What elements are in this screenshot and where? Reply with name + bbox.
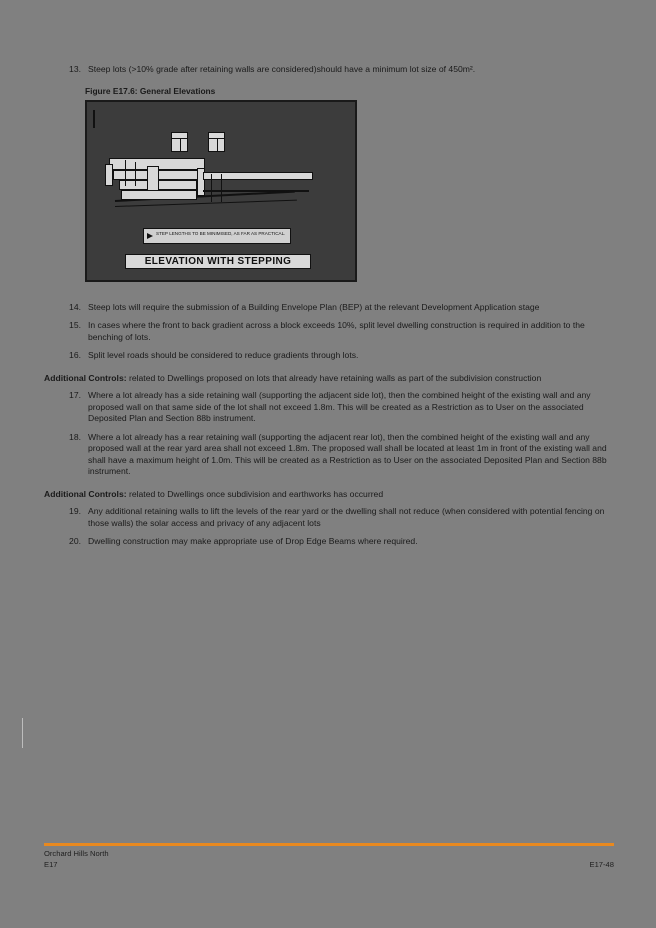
list-item-number: 14. [69,301,81,312]
footer-document-title: Orchard Hills North [44,849,109,858]
additional-controls-heading-2 [44,489,614,501]
list-item-number: 13. [69,64,81,74]
list-item [64,432,614,478]
list-item-text: Dwelling construction may make appropriate use of Drop Edge Beams where required. [88,536,418,546]
dimension-tick [221,174,222,202]
list-item [64,302,614,314]
additional-controls-label: Additional Controls: [44,488,127,499]
list-item [64,320,614,343]
footer-divider [44,843,614,846]
list-item-number: 16. [69,350,81,360]
figure-note-text: STEP LENGTHS TO BE MINIMISED, AS FAR AS PRACTICAL. [156,230,286,236]
platform-right [203,172,313,180]
house-symbol [171,132,188,152]
diagram-line [93,110,95,128]
list-item-text: Where a lot already has a rear retaining wall (supporting the adjacent rear lot), then the combined height of the existing wall and any proposed wall at the rear yard area shall not exceed 1.8m. The proposed wall shall be located at least 1m in front of the existing wall and shall have a maximum height of 1.0m. This will be created as a Restriction as to User on the associated Deposited Plan and Section 88b instrument. [88,431,607,476]
page-content [44,64,614,555]
list-item-text: Any additional retaining walls to lift the levels of the rear yard or the dwelling shall not reduce (when considered with potential fencing on those walls) the solar access and privacy of any adjacent lots [88,506,605,528]
wall-divider [217,138,218,151]
wall-divider [180,138,181,151]
figure-note [143,228,291,244]
list-item [64,506,614,529]
list-item-number: 18. [69,431,81,442]
list-item [64,390,614,425]
figure-elevation-label: ELEVATION WITH STEPPING [125,254,311,269]
house-symbol [208,132,225,152]
list-item [64,64,614,76]
list-item-text: Steep lots (>10% grade after retaining walls are considered)should have a minimum lot size of 450m². [88,64,476,74]
additional-controls-label: Additional Controls: [44,372,127,383]
figure-elevation-diagram [85,100,357,282]
footer-left [44,848,109,870]
additional-controls-text: related to Dwellings once subdivision and earthworks has occurred [126,488,384,499]
list-item-number: 17. [69,390,81,400]
list-item-number: 15. [69,320,81,330]
list-item-text: Steep lots will require the submission of a Building Envelope Plan (BEP) at the relevant Development Application stage [88,301,540,312]
figure-drawing [91,106,351,276]
dimension-tick [135,162,136,186]
list-item-text: Where a lot already has a side retaining wall (supporting the adjacent side lot), then the combined height of the existing wall and any proposed wall on that same side of the lot shall not exceed 1.8m. This will be created as a Restriction as to User on the associated Deposited Plan and Section 88b instrument. [88,390,591,423]
list-item-number: 19. [69,506,81,516]
footer-page-number: E17-48 [589,860,614,869]
list-item-number: 20. [69,536,81,546]
figure-caption: Figure E17.6: General Elevations [85,85,216,96]
terrace-lower [121,190,197,200]
retaining-wall-left [105,164,113,186]
dimension-tick [211,174,212,202]
list-item [64,350,614,362]
footer-section: E17 [44,860,58,869]
additional-controls-text: related to Dwellings proposed on lots that already have retaining walls as part of the subdivision construction [126,372,542,383]
list-item [64,536,614,548]
arrow-icon [147,233,153,239]
dimension-tick [125,160,126,186]
step-riser [147,166,159,192]
margin-rule [22,718,23,748]
list-item-text: Split level roads should be considered to reduce gradients through lots. [88,350,359,360]
list-item-text: In cases where the front to back gradient across a block exceeds 10%, split level dwelling construction is required in addition to the benching of lots. [88,320,585,342]
additional-controls-heading-1 [44,373,614,385]
